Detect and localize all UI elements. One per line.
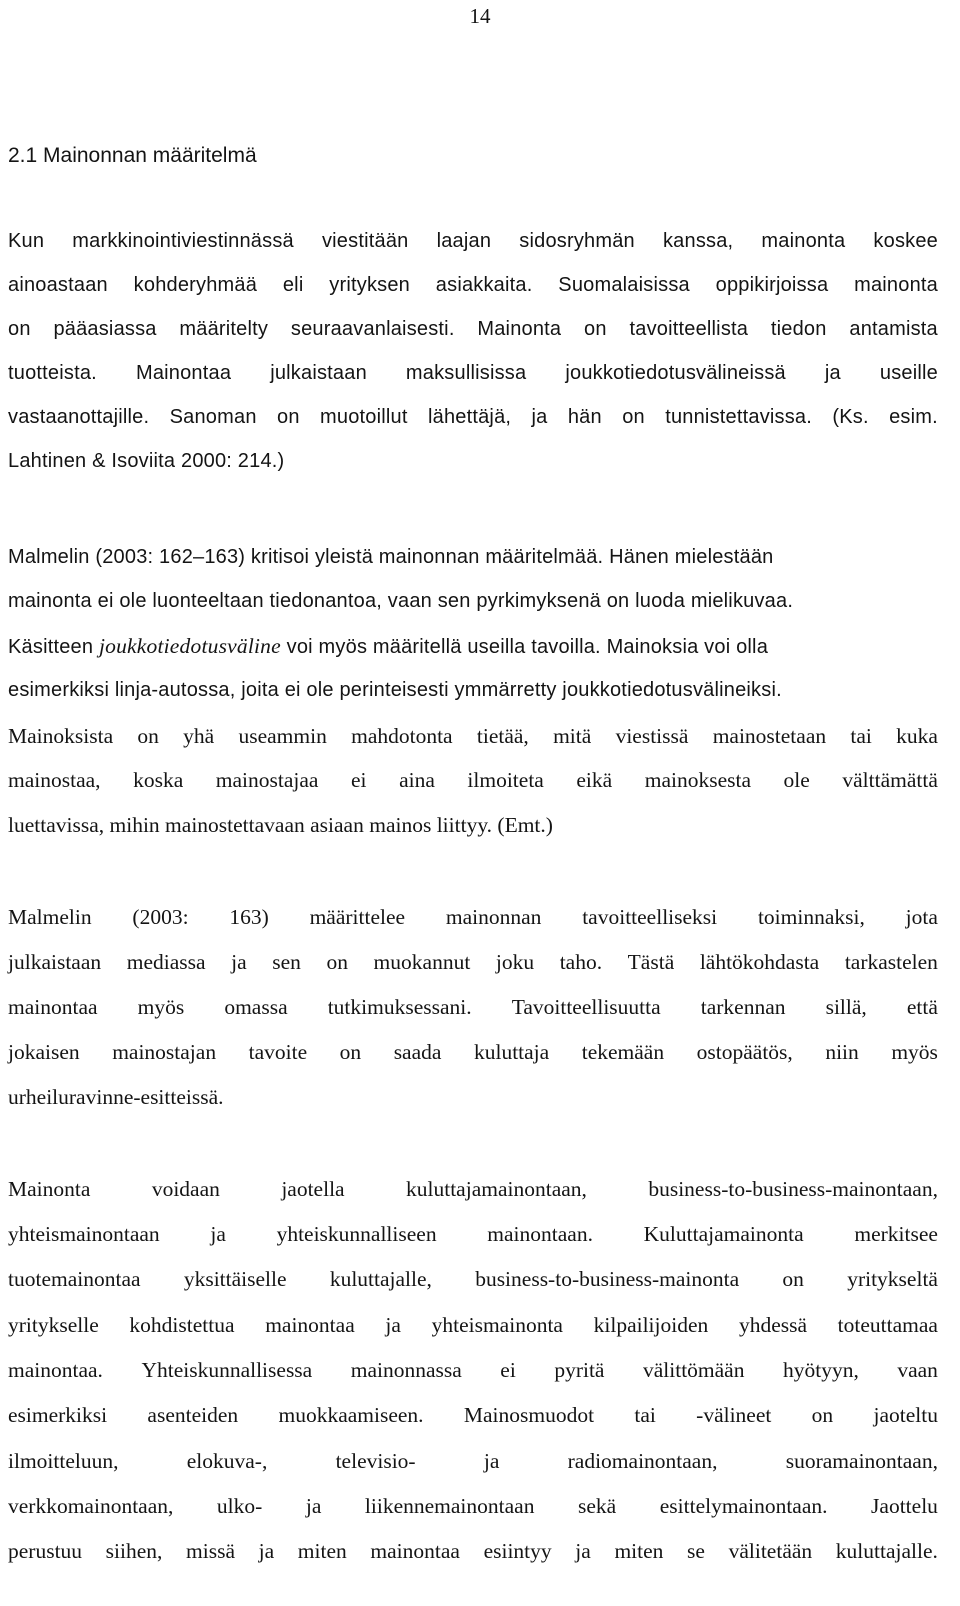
text-line bbox=[8, 1174, 938, 1204]
word: televisio- bbox=[335, 1449, 416, 1473]
word: pääasiassa bbox=[53, 318, 157, 340]
text-line: Lahtinen & Isoviita 2000: 214.) bbox=[8, 450, 285, 472]
word: business-to-business-mainonta bbox=[475, 1267, 740, 1291]
text-span: voi myös määritellä useilla tavoilla. Mainoksia voi olla bbox=[280, 636, 769, 658]
word: julkaistaan bbox=[270, 362, 367, 384]
text-line: Malmelin (2003: 162–163) kritisoi yleistä mainonnan määritelmää. Hänen mielestään bbox=[8, 546, 774, 568]
word: suoramainontaan, bbox=[785, 1449, 938, 1473]
word: Mainonta bbox=[477, 318, 562, 340]
text-line bbox=[8, 314, 938, 344]
text-line bbox=[8, 1219, 938, 1249]
word: yhteismainontaan bbox=[8, 1222, 160, 1246]
word: mainonta bbox=[854, 274, 938, 296]
word: mainonnassa bbox=[350, 1358, 462, 1382]
word: jota bbox=[905, 905, 938, 929]
word: esiintyy bbox=[483, 1539, 552, 1563]
word: lähettäjä, bbox=[427, 406, 512, 428]
word: kuluttajamainontaan, bbox=[406, 1177, 587, 1201]
text-line bbox=[8, 1037, 938, 1067]
word: kohderyhmää bbox=[133, 274, 258, 296]
word: joukkotiedotusvälineissä bbox=[565, 362, 786, 384]
word: ei bbox=[500, 1358, 516, 1382]
word: kilpailijoiden bbox=[593, 1313, 709, 1337]
word: yritykseltä bbox=[847, 1267, 938, 1291]
word: ja bbox=[575, 1539, 591, 1563]
italic-term: joukkotiedotusväline bbox=[98, 634, 281, 658]
word: yritykselle bbox=[8, 1313, 99, 1337]
word: mainoksesta bbox=[644, 768, 752, 792]
word: ole bbox=[783, 768, 810, 792]
word: (2003: bbox=[132, 905, 189, 929]
text-line bbox=[8, 358, 938, 388]
word: julkaistaan bbox=[8, 950, 102, 974]
word: se bbox=[687, 1539, 705, 1563]
word: oppikirjoissa bbox=[715, 274, 829, 296]
word: tekemään bbox=[581, 1040, 665, 1064]
word: lähtökohdasta bbox=[699, 950, 820, 974]
word: on bbox=[277, 406, 300, 428]
word: sidosryhmän bbox=[519, 230, 635, 252]
text-line: urheiluravinne-esitteissä. bbox=[8, 1085, 224, 1109]
word: merkitsee bbox=[854, 1222, 938, 1246]
word: maksullisissa bbox=[405, 362, 527, 384]
word: muotoillut bbox=[320, 406, 408, 428]
text-line bbox=[8, 402, 938, 432]
word: tuotteista. bbox=[8, 362, 97, 384]
word: joku bbox=[495, 950, 535, 974]
word: mitä bbox=[553, 724, 592, 748]
word: mainostajan bbox=[112, 1040, 217, 1064]
text-line bbox=[8, 721, 938, 751]
word: myös bbox=[891, 1040, 938, 1064]
word: business-to-business-mainontaan, bbox=[648, 1177, 938, 1201]
word: tavoitteellista bbox=[629, 318, 749, 340]
word: useille bbox=[879, 362, 938, 384]
word: mainonnan bbox=[445, 905, 542, 929]
word: yhteismainonta bbox=[431, 1313, 563, 1337]
word: mainontaa bbox=[265, 1313, 355, 1337]
section-heading: 2.1 Mainonnan määritelmä bbox=[8, 144, 257, 167]
word: kanssa, bbox=[662, 230, 734, 252]
word: mainontaa. bbox=[8, 1358, 103, 1382]
text-line bbox=[8, 902, 938, 932]
word: elokuva-, bbox=[186, 1449, 268, 1473]
word: Mainoksista bbox=[8, 724, 114, 748]
text-line bbox=[8, 992, 938, 1022]
word: ja bbox=[210, 1222, 226, 1246]
word: mahdotonta bbox=[351, 724, 453, 748]
word: radiomainontaan, bbox=[567, 1449, 718, 1473]
word: antamista bbox=[849, 318, 938, 340]
word: tutkimuksessani. bbox=[327, 995, 472, 1019]
word: vaan bbox=[897, 1358, 938, 1382]
word: mainontaa bbox=[370, 1539, 460, 1563]
word: aina bbox=[399, 768, 435, 792]
word: ainoastaan bbox=[8, 274, 108, 296]
word: Tästä bbox=[627, 950, 675, 974]
word: tavoite bbox=[248, 1040, 308, 1064]
word: sekä bbox=[578, 1494, 617, 1518]
word: omassa bbox=[224, 995, 288, 1019]
word: yhdessä bbox=[738, 1313, 808, 1337]
text-line bbox=[8, 765, 938, 795]
word: perustuu bbox=[8, 1539, 83, 1563]
word: tietää, bbox=[476, 724, 529, 748]
word: välttämättä bbox=[842, 768, 938, 792]
word: vastaanottajille. bbox=[8, 406, 150, 428]
word: tunnistettavissa. bbox=[665, 406, 813, 428]
word: Sanoman bbox=[169, 406, 257, 428]
text-line bbox=[8, 226, 938, 256]
text-line bbox=[8, 1491, 938, 1521]
word: toiminnaksi, bbox=[757, 905, 865, 929]
word: markkinointiviestinnässä bbox=[72, 230, 294, 252]
word: Mainontaa bbox=[135, 362, 232, 384]
text-line bbox=[8, 1310, 938, 1340]
word: hyötyyn, bbox=[782, 1358, 859, 1382]
word: Suomalaisissa bbox=[558, 274, 690, 296]
word: Jaottelu bbox=[871, 1494, 938, 1518]
word: on bbox=[811, 1403, 834, 1427]
text-span: Käsitteen bbox=[8, 636, 99, 658]
text-line: luettavissa, mihin mainostettavaan asiaan mainos liittyy. (Emt.) bbox=[8, 813, 553, 837]
word: ulko- bbox=[216, 1494, 263, 1518]
word: ilmoitteluun, bbox=[8, 1449, 119, 1473]
word: ilmoiteta bbox=[467, 768, 544, 792]
word: (Ks. bbox=[832, 406, 869, 428]
word: yrityksen bbox=[329, 274, 410, 296]
word: mainonta bbox=[761, 230, 846, 252]
word: sen bbox=[272, 950, 301, 974]
word: ja bbox=[305, 1494, 322, 1518]
word: toteuttamaa bbox=[837, 1313, 938, 1337]
word: tai bbox=[634, 1403, 656, 1427]
word: sillä, bbox=[825, 995, 867, 1019]
word: myös bbox=[137, 995, 185, 1019]
word: asenteiden bbox=[147, 1403, 239, 1427]
word: ja bbox=[385, 1313, 401, 1337]
word: tiedon bbox=[770, 318, 827, 340]
word: siihen, bbox=[105, 1539, 163, 1563]
word: on bbox=[339, 1040, 362, 1064]
text-line: esimerkiksi linja-autossa, joita ei ole perinteisesti ymmärretty joukkotiedotusvälineiksi. bbox=[8, 679, 782, 701]
word: asiakkaita. bbox=[435, 274, 533, 296]
word: esittelymainontaan. bbox=[659, 1494, 828, 1518]
word: ja bbox=[483, 1449, 500, 1473]
word: ja bbox=[258, 1539, 275, 1563]
word: Kuluttajamainonta bbox=[643, 1222, 804, 1246]
word: muokannut bbox=[373, 950, 471, 974]
text-line: mainonta ei ole luonteeltaan tiedonantoa, vaan sen pyrkimyksenä on luoda mielikuvaa. bbox=[8, 590, 794, 612]
text-line bbox=[8, 947, 938, 977]
word: viestissä bbox=[615, 724, 689, 748]
word: jaoteltu bbox=[873, 1403, 938, 1427]
word: yksittäiselle bbox=[183, 1267, 287, 1291]
word: hän bbox=[567, 406, 602, 428]
word: välitetään bbox=[728, 1539, 813, 1563]
text-line bbox=[8, 1355, 938, 1385]
word: Malmelin bbox=[8, 905, 92, 929]
word: verkkomainontaan, bbox=[8, 1494, 174, 1518]
word: ja bbox=[531, 406, 548, 428]
word: kuluttajalle. bbox=[835, 1539, 938, 1563]
word: jaotella bbox=[281, 1177, 345, 1201]
word: mainostaa, bbox=[8, 768, 101, 792]
word: ja bbox=[231, 950, 247, 974]
word: ei bbox=[351, 768, 367, 792]
word: yhteiskunnalliseen bbox=[276, 1222, 437, 1246]
word: esimerkiksi bbox=[8, 1403, 108, 1427]
word: eli bbox=[282, 274, 304, 296]
word: laajan bbox=[436, 230, 492, 252]
word: seuraavanlaisesti. bbox=[290, 318, 455, 340]
word: on bbox=[8, 318, 31, 340]
word: taho. bbox=[559, 950, 603, 974]
text-line bbox=[8, 270, 938, 300]
word: mainostajaa bbox=[215, 768, 319, 792]
word: Mainonta bbox=[8, 1177, 91, 1201]
text-line bbox=[8, 1400, 938, 1430]
word: määrittelee bbox=[309, 905, 406, 929]
word: Kun bbox=[8, 230, 45, 252]
word: miten bbox=[297, 1539, 347, 1563]
word: viestitään bbox=[321, 230, 409, 252]
text-line bbox=[8, 631, 938, 661]
word: 163) bbox=[229, 905, 269, 929]
word: koskee bbox=[873, 230, 938, 252]
word: niin bbox=[825, 1040, 859, 1064]
word: voidaan bbox=[151, 1177, 220, 1201]
word: useammin bbox=[238, 724, 327, 748]
word: on bbox=[782, 1267, 804, 1291]
word: määritelty bbox=[179, 318, 269, 340]
word: yhä bbox=[183, 724, 215, 748]
word: kohdistettua bbox=[129, 1313, 235, 1337]
word: Yhteiskunnallisessa bbox=[141, 1358, 313, 1382]
word: tarkastelen bbox=[844, 950, 938, 974]
word: ostopäätös, bbox=[696, 1040, 793, 1064]
word: on bbox=[622, 406, 645, 428]
word: kuluttaja bbox=[473, 1040, 550, 1064]
word: tuotemainontaa bbox=[8, 1267, 141, 1291]
word: saada bbox=[393, 1040, 442, 1064]
word: tai bbox=[850, 724, 872, 748]
word: ja bbox=[824, 362, 841, 384]
word: eikä bbox=[576, 768, 613, 792]
word: kuka bbox=[896, 724, 938, 748]
page-number: 14 bbox=[469, 4, 491, 28]
word: tavoitteelliseksi bbox=[582, 905, 718, 929]
word: että bbox=[906, 995, 938, 1019]
word: mediassa bbox=[126, 950, 206, 974]
word: missä bbox=[186, 1539, 236, 1563]
word: mainontaa bbox=[8, 995, 98, 1019]
word: koska bbox=[133, 768, 184, 792]
word: Mainosmuodot bbox=[463, 1403, 595, 1427]
word: mainostetaan bbox=[712, 724, 827, 748]
word: mainontaan. bbox=[487, 1222, 593, 1246]
text-line bbox=[8, 1536, 938, 1566]
word: muokkaamiseen. bbox=[278, 1403, 424, 1427]
word: Tavoitteellisuutta bbox=[511, 995, 661, 1019]
word: kuluttajalle, bbox=[329, 1267, 432, 1291]
word: pyritä bbox=[554, 1358, 605, 1382]
word: jokaisen bbox=[8, 1040, 80, 1064]
word: välittömään bbox=[642, 1358, 745, 1382]
text-line bbox=[8, 1264, 938, 1294]
word: on bbox=[584, 318, 607, 340]
word: on bbox=[137, 724, 159, 748]
word: liikennemainontaan bbox=[364, 1494, 535, 1518]
text-line bbox=[8, 1446, 938, 1476]
word: esim. bbox=[889, 406, 938, 428]
word: tarkennan bbox=[700, 995, 786, 1019]
word: -välineet bbox=[696, 1403, 772, 1427]
word: on bbox=[326, 950, 348, 974]
word: miten bbox=[614, 1539, 664, 1563]
